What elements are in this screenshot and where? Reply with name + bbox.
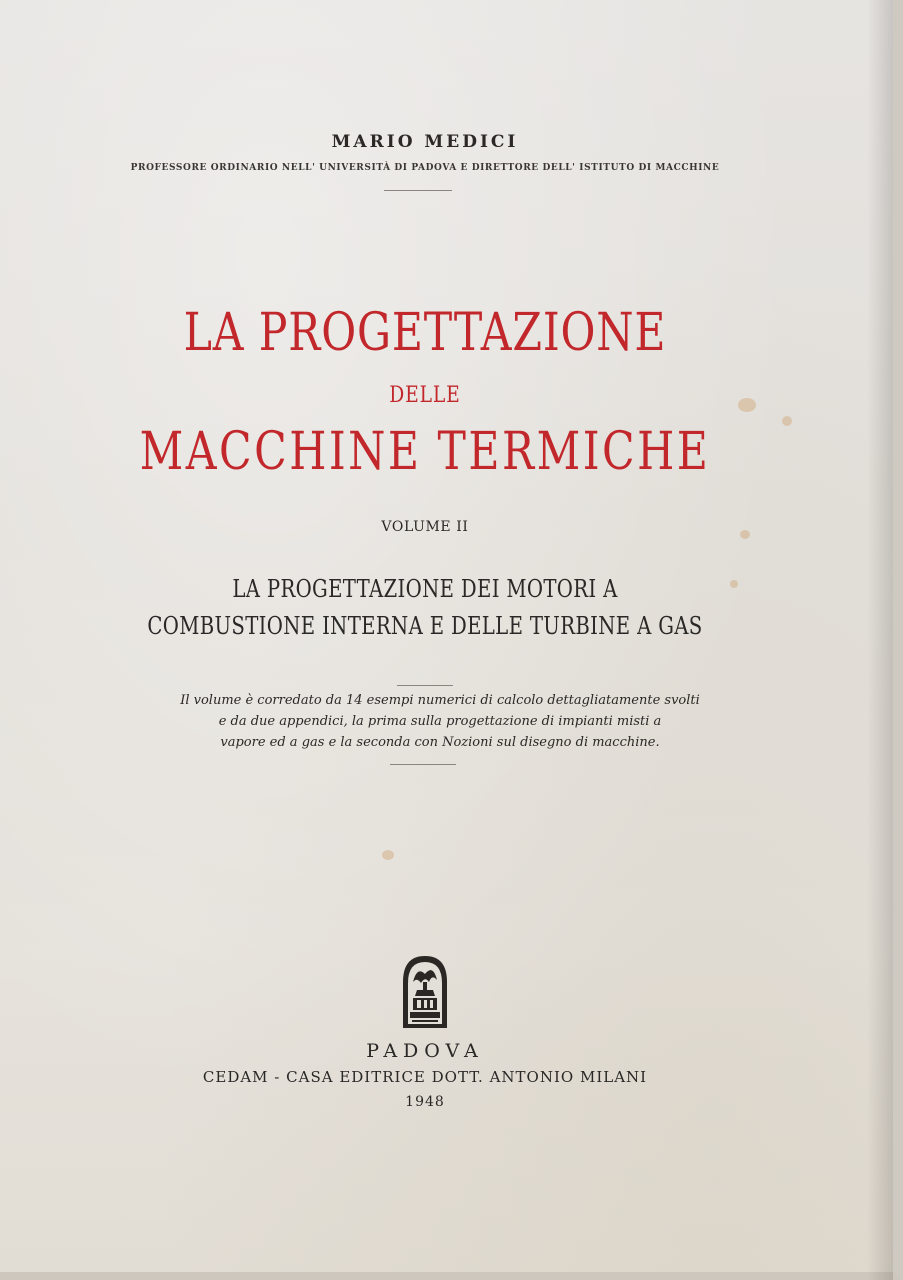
page-edge-shadow — [867, 0, 893, 1280]
subtitle-line-2: COMBUSTIONE INTERNA E DELLE TURBINE A GAS — [147, 612, 703, 640]
publisher-city: PADOVA — [366, 1040, 484, 1062]
author-affiliation: PROFESSORE ORDINARIO NELL' UNIVERSITÀ DI PADOVA E DIRETTORE DELL' ISTITUTO DI MACCHINE — [130, 163, 720, 173]
title-line-3: MACCHINE TERMICHE — [139, 422, 711, 482]
publication-year: 1948 — [405, 1094, 445, 1110]
blurb-line-3: vapore ed a gas e la seconda con Nozioni sul disegno di macchine. — [220, 735, 660, 750]
divider — [390, 764, 456, 765]
divider — [384, 190, 452, 191]
volume-label: VOLUME II — [381, 519, 469, 535]
title-line-2: DELLE — [389, 383, 461, 408]
divider — [397, 685, 453, 686]
subtitle-line-1: LA PROGETTAZIONE DEI MOTORI A — [232, 575, 618, 603]
foxing-stain — [782, 416, 792, 426]
blurb-line-1: Il volume è corredato da 14 esempi numerici di calcolo dettagliatamente svolti — [180, 693, 700, 708]
publisher-name: CEDAM - CASA EDITRICE DOTT. ANTONIO MILANI — [202, 1068, 648, 1086]
author-name: MARIO MEDICI — [331, 132, 519, 152]
publisher-emblem-icon — [399, 952, 451, 1030]
description-blurb — [140, 690, 740, 753]
blurb-line-2: e da due appendici, la prima sulla progettazione di impianti misti a — [218, 714, 662, 729]
title-line-1: LA PROGETTAZIONE — [183, 303, 667, 363]
foxing-stain — [382, 850, 394, 860]
